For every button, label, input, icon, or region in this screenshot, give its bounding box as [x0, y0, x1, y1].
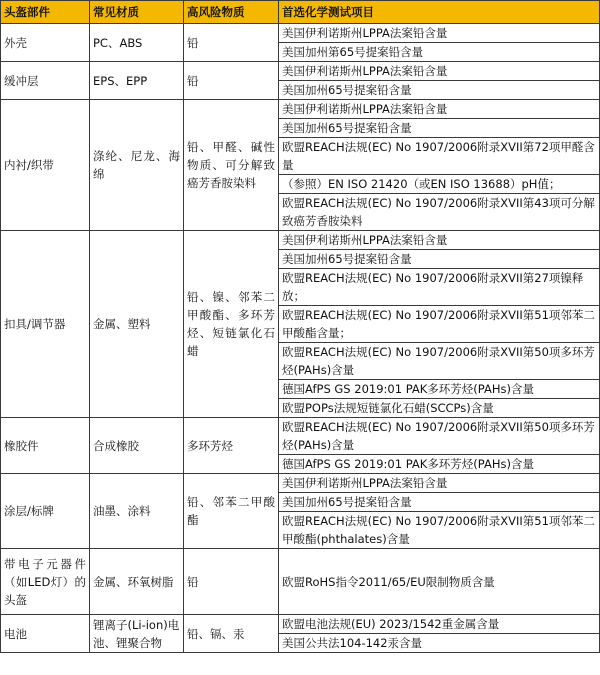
test-cell: （参照）EN ISO 21420（或EN ISO 13688）pH值； [279, 175, 600, 194]
test-cell: 欧盟REACH法规(EC) No 1907/2006附录XVII第43项可分解致癌芳香胺染料 [279, 194, 600, 231]
test-cell: 美国加州65号提案铅含量 [279, 119, 600, 138]
header-row [1, 1, 600, 24]
substance-cell: 铅、甲醛、碱性物质、可分解致癌芳香胺染料 [184, 100, 279, 231]
material-cell: PC、ABS [90, 24, 184, 62]
header-substance: 高风险物质 [184, 1, 279, 24]
test-cell: 欧盟REACH法规(EC) No 1907/2006附录XVII第50项多环芳烃(PAHs)含量 [279, 418, 600, 455]
material-cell: EPS、EPP [90, 62, 184, 100]
substance-cell: 铅 [184, 549, 279, 615]
part-cell: 橡胶件 [1, 418, 90, 474]
test-cell: 美国加州65号提案铅含量 [279, 493, 600, 512]
test-cell: 美国公共法104-142汞含量 [279, 634, 600, 653]
substance-cell: 铅、镍、邻苯二甲酸酯、多环芳烃、短链氯化石蜡 [184, 231, 279, 418]
substance-cell: 铅、邻苯二甲酸酯 [184, 474, 279, 549]
table-row [1, 231, 600, 250]
material-cell: 金属、塑料 [90, 231, 184, 418]
part-cell: 涂层/标牌 [1, 474, 90, 549]
material-cell: 锂离子(Li-ion)电池、锂聚合物 [90, 615, 184, 653]
table-row [1, 549, 600, 615]
test-cell: 美国加州65号提案铅含量 [279, 81, 600, 100]
table-row [1, 24, 600, 43]
header-tests: 首选化学测试项目 [279, 1, 600, 24]
table-row [1, 474, 600, 493]
table-row [1, 62, 600, 81]
part-cell: 外壳 [1, 24, 90, 62]
table-row [1, 418, 600, 455]
test-cell: 德国AfPS GS 2019:01 PAK多环芳烃(PAHs)含量 [279, 455, 600, 474]
test-cell: 欧盟POPs法规短链氯化石蜡(SCCPs)含量 [279, 399, 600, 418]
header-part: 头盔部件 [1, 1, 90, 24]
substance-cell: 多环芳烃 [184, 418, 279, 474]
material-cell: 合成橡胶 [90, 418, 184, 474]
test-cell: 美国伊利诺斯州LPPA法案铅含量 [279, 474, 600, 493]
part-cell: 缓冲层 [1, 62, 90, 100]
substance-cell: 铅、镉、汞 [184, 615, 279, 653]
part-cell: 内衬/织带 [1, 100, 90, 231]
material-cell: 金属、环氧树脂 [90, 549, 184, 615]
test-cell: 美国伊利诺斯州LPPA法案铅含量 [279, 231, 600, 250]
test-cell: 德国AfPS GS 2019:01 PAK多环芳烃(PAHs)含量 [279, 380, 600, 399]
part-cell: 带电子元器件（如LED灯）的头盔 [1, 549, 90, 615]
test-cell: 欧盟RoHS指令2011/65/EU限制物质含量 [279, 549, 600, 615]
table-row [1, 615, 600, 634]
header-material: 常见材质 [90, 1, 184, 24]
test-cell: 美国加州65号提案铅含量 [279, 250, 600, 269]
part-cell: 电池 [1, 615, 90, 653]
part-cell: 扣具/调节器 [1, 231, 90, 418]
test-cell: 美国伊利诺斯州LPPA法案铅含量 [279, 62, 600, 81]
material-cell: 油墨、涂料 [90, 474, 184, 549]
test-cell: 欧盟REACH法规(EC) No 1907/2006附录XVII第72项甲醛含量 [279, 138, 600, 175]
test-cell: 欧盟REACH法规(EC) No 1907/2006附录XVII第50项多环芳烃(PAHs)含量 [279, 343, 600, 380]
substance-cell: 铅 [184, 62, 279, 100]
material-cell: 涤纶、尼龙、海绵 [90, 100, 184, 231]
test-cell: 美国伊利诺斯州LPPA法案铅含量 [279, 100, 600, 119]
test-cell: 美国加州第65号提案铅含量 [279, 43, 600, 62]
test-cell: 欧盟REACH法规(EC) No 1907/2006附录XVII第51项邻苯二甲酸酯含量； [279, 306, 600, 343]
substance-cell: 铅 [184, 24, 279, 62]
test-cell: 欧盟电池法规(EU) 2023/1542重金属含量 [279, 615, 600, 634]
test-cell: 欧盟REACH法规(EC) No 1907/2006附录XVII第27项镍释放； [279, 269, 600, 306]
test-cell: 欧盟REACH法规(EC) No 1907/2006附录XVII第51项邻苯二甲酸酯(phthalates)含量 [279, 512, 600, 549]
table-row [1, 100, 600, 119]
test-cell: 美国伊利诺斯州LPPA法案铅含量 [279, 24, 600, 43]
